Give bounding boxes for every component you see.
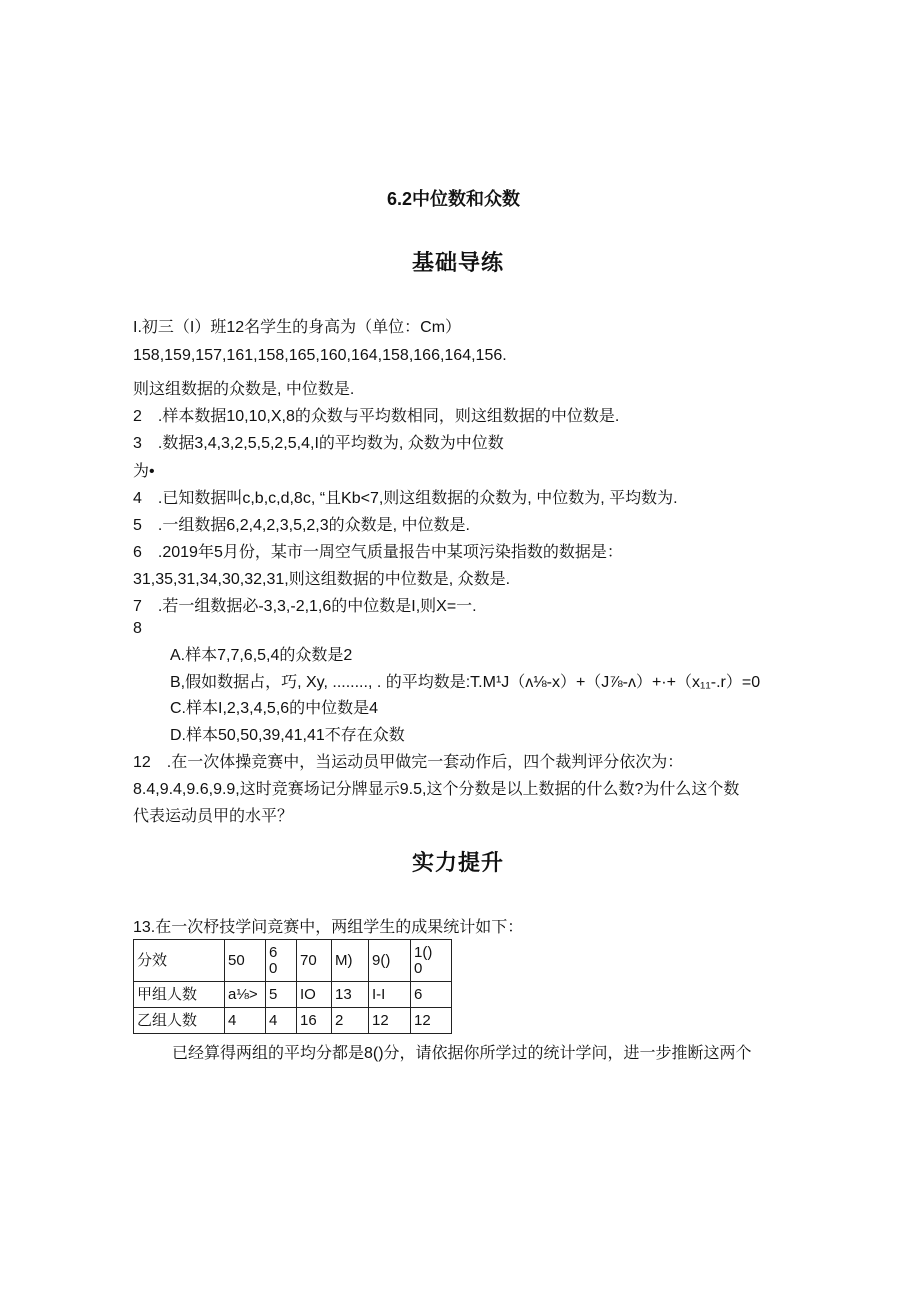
table-cell: 16 bbox=[297, 1008, 332, 1034]
table-cell: 4 bbox=[266, 1008, 297, 1034]
table-cell: 70 bbox=[297, 940, 332, 982]
problem-8-option-b: B,假如数据占，巧, Xy, ........, . 的平均数是:T.M¹J（ʌ⅛-x）+（J⅞-ʌ）+·+（x₁₁-.r）=0 bbox=[170, 674, 761, 691]
problem-8-option-c: C.样本I,2,3,4,5,6的中位数是4 bbox=[170, 700, 379, 717]
problem-1-line-1: I.初三（I）班12名学生的身高为（单位：Cm） bbox=[133, 319, 462, 336]
problem-5: 5 .一组数据6,2,4,2,3,5,2,3的众数是, 中位数是. bbox=[133, 517, 470, 534]
table-cell: 乙组人数 bbox=[134, 1008, 225, 1034]
table-cell: M) bbox=[332, 940, 369, 982]
table-cell: 甲组人数 bbox=[134, 982, 225, 1008]
problem-1-question: 则这组数据的众数是, 中位数是. bbox=[133, 381, 355, 398]
table-cell: a⅛> bbox=[225, 982, 266, 1008]
problem-7: 7 .若一组数据必-3,3,-2,1,6的中位数是I,则X=一. bbox=[133, 598, 477, 615]
table-cell: 6 0 bbox=[266, 940, 297, 982]
table-cell: 13 bbox=[332, 982, 369, 1008]
table-cell: 1() 0 bbox=[411, 940, 452, 982]
table-cell: 4 bbox=[225, 1008, 266, 1034]
problem-8-number: 8 bbox=[133, 620, 142, 637]
table-header-row bbox=[134, 940, 452, 982]
problem-3-line-1: 3 .数据3,4,3,2,5,5,2,5,4,I的平均数为, 众数为中位数 bbox=[133, 435, 504, 452]
problem-2: 2 .样本数据10,10,X,8的众数与平均数相同，则这组数据的中位数是. bbox=[133, 408, 620, 425]
problem-12-line-3: 代表运动员甲的水平？ bbox=[133, 808, 294, 825]
table-cell: 12 bbox=[411, 1008, 452, 1034]
problem-12-line-2: 8.4,9.4,9.6,9.9,这时竞赛场记分牌显示9.5,这个分数是以上数据的什么数?为什么这个数 bbox=[133, 781, 740, 798]
section-heading-basic: 基础导练 bbox=[412, 250, 505, 275]
table-row bbox=[134, 982, 452, 1008]
table-cell: 50 bbox=[225, 940, 266, 982]
table-cell: 分效 bbox=[134, 940, 225, 982]
table-cell: 5 bbox=[266, 982, 297, 1008]
problem-12-line-1: 12 .在一次体操竞赛中，当运动员甲做完一套动作后，四个裁判评分依次为： bbox=[133, 754, 684, 771]
problem-8-option-d: D.样本50,50,39,41,41不存在众数 bbox=[170, 727, 405, 744]
problem-8-option-a: A.样本7,7,6,5,4的众数是2 bbox=[170, 647, 353, 664]
problem-4: 4 .已知数据叫c,b,c,d,8c, “且Kb<7,则这组数据的众数为, 中位数为, 平均数为. bbox=[133, 490, 678, 507]
table-cell: 6 bbox=[411, 982, 452, 1008]
problem-6-line-1: 6 .2019年5月份，某市一周空气质量报告中某项污染指数的数据是： bbox=[133, 544, 623, 561]
problem-6-data: 31,35,31,34,30,32,31,则这组数据的中位数是, 众数是. bbox=[133, 571, 511, 588]
page-title: 6.2中位数和众数 bbox=[387, 189, 521, 209]
problem-1-data: 158,159,157,161,158,165,160,164,158,166,164,156. bbox=[133, 347, 507, 364]
table-cell: I-I bbox=[369, 982, 411, 1008]
table-row bbox=[134, 1008, 452, 1034]
table-cell: 9() bbox=[369, 940, 411, 982]
table-cell: 12 bbox=[369, 1008, 411, 1034]
table-cell: IO bbox=[297, 982, 332, 1008]
problem-13-intro: 13.在一次杼技学问竞赛中，两组学生的成果统计如下： bbox=[133, 919, 524, 936]
problem-3-line-2: 为• bbox=[133, 463, 155, 480]
section-heading-advanced: 实力提升 bbox=[412, 850, 505, 875]
score-table bbox=[133, 939, 452, 1034]
problem-13-conclusion: 已经算得两组的平均分都是8()分，请依据你所学过的统计学问，进一步推断这两个 bbox=[172, 1045, 752, 1062]
table-cell: 2 bbox=[332, 1008, 369, 1034]
